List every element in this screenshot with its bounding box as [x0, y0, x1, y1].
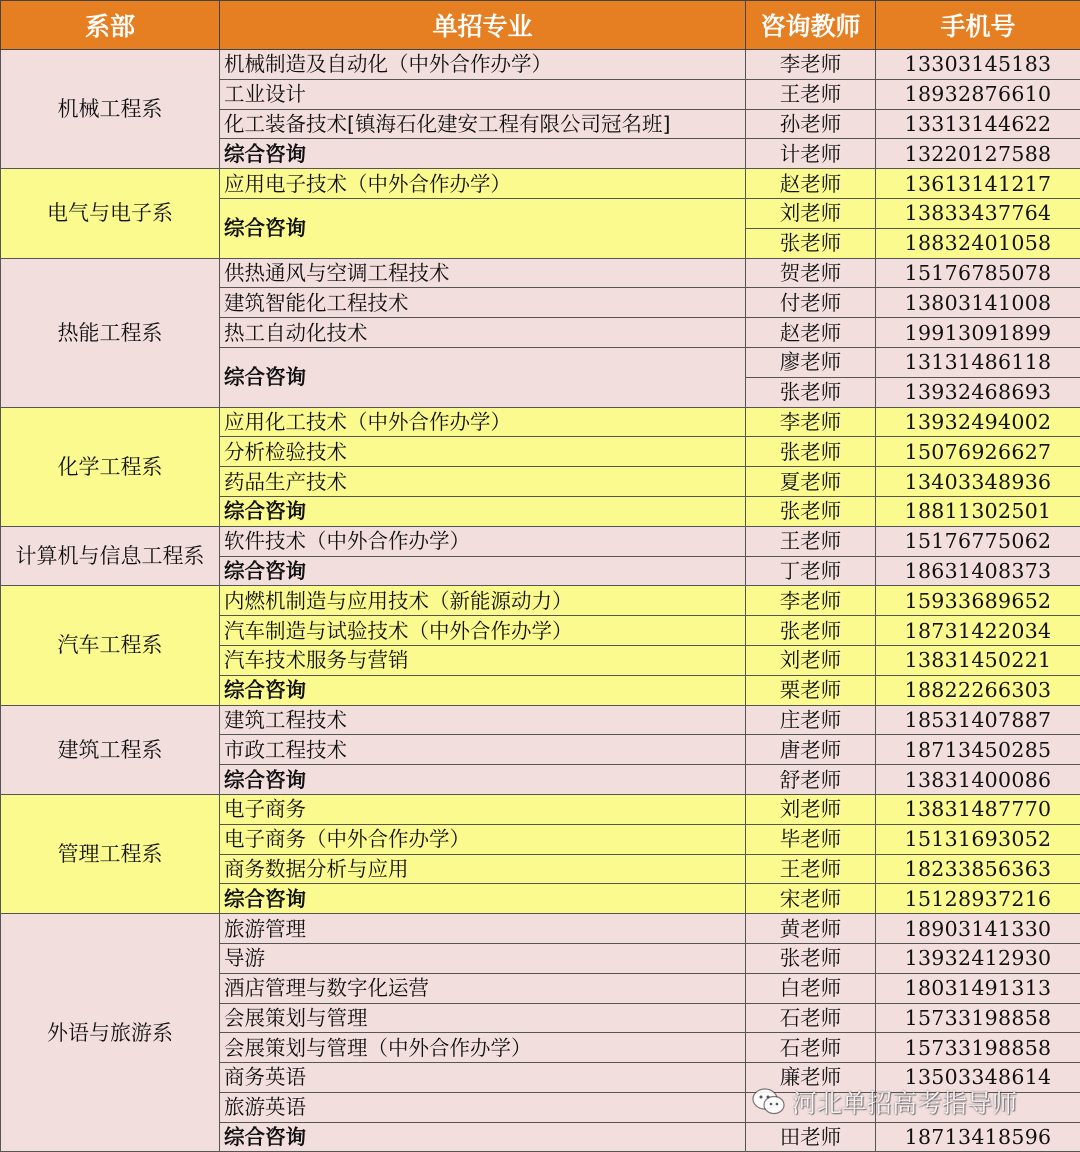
table-row — [1, 407, 1080, 437]
major-cell: 综合咨询 — [220, 765, 746, 795]
major-cell: 药品生产技术 — [220, 467, 746, 497]
header-row — [1, 1, 1080, 50]
table-row — [1, 794, 1080, 824]
phone-cell: 15131693052 — [876, 824, 1080, 854]
phone-cell: 18713450285 — [876, 735, 1080, 765]
major-cell: 综合咨询 — [220, 139, 746, 169]
major-cell: 导游 — [220, 943, 746, 973]
dept-cell: 外语与旅游系 — [1, 914, 220, 1152]
phone-cell: 18631408373 — [876, 556, 1080, 586]
phone-cell: 18932876610 — [876, 79, 1080, 109]
phone-cell: 13831487770 — [876, 794, 1080, 824]
dept-cell: 化学工程系 — [1, 407, 220, 526]
teacher-cell: 庄老师 — [746, 705, 876, 735]
table-row — [1, 526, 1080, 556]
phone-cell: 18811302501 — [876, 496, 1080, 526]
teacher-cell: 田老师 — [746, 1122, 876, 1152]
teacher-cell: 李老师 — [746, 50, 876, 80]
phone-cell: 13303145183 — [876, 50, 1080, 80]
phone-cell: 18031491313 — [876, 973, 1080, 1003]
phone-cell: 18233856363 — [876, 854, 1080, 884]
major-cell: 化工装备技术[镇海石化建安工程有限公司冠名班] — [220, 109, 746, 139]
major-cell: 供热通风与空调工程技术 — [220, 258, 746, 288]
major-cell: 综合咨询 — [220, 675, 746, 705]
dept-cell: 汽车工程系 — [1, 586, 220, 705]
teacher-cell: 张老师 — [746, 228, 876, 258]
phone-cell: 13932494002 — [876, 407, 1080, 437]
teacher-cell: 刘老师 — [746, 794, 876, 824]
major-cell: 会展策划与管理 — [220, 1003, 746, 1033]
phone-cell: 13833437764 — [876, 198, 1080, 228]
phone-cell: 15733198858 — [876, 1003, 1080, 1033]
teacher-cell: 张老师 — [746, 616, 876, 646]
major-cell: 应用电子技术（中外合作办学） — [220, 169, 746, 199]
teacher-cell: 李老师 — [746, 407, 876, 437]
major-cell: 综合咨询 — [220, 347, 746, 407]
phone-cell: 13131486118 — [876, 347, 1080, 377]
phone-cell: 18832401058 — [876, 228, 1080, 258]
teacher-cell: 毕老师 — [746, 824, 876, 854]
phone-cell: 13831400086 — [876, 765, 1080, 795]
phone-cell: 18713418596 — [876, 1122, 1080, 1152]
phone-cell: 13803141008 — [876, 288, 1080, 318]
phone-cell: 15128937216 — [876, 884, 1080, 914]
phone-cell: 15176785078 — [876, 258, 1080, 288]
teacher-cell: 舒老师 — [746, 765, 876, 795]
major-cell: 应用化工技术（中外合作办学） — [220, 407, 746, 437]
watermark-text: 河北单招高考指导师 — [792, 1089, 1018, 1118]
header-phone: 手机号 — [876, 1, 1080, 50]
dept-cell: 管理工程系 — [1, 794, 220, 913]
teacher-cell: 王老师 — [746, 854, 876, 884]
dept-cell: 机械工程系 — [1, 50, 220, 169]
teacher-cell: 王老师 — [746, 526, 876, 556]
header-dept: 系部 — [1, 1, 220, 50]
phone-cell: 18731422034 — [876, 616, 1080, 646]
teacher-cell: 计老师 — [746, 139, 876, 169]
table-row — [1, 258, 1080, 288]
teacher-cell: 贺老师 — [746, 258, 876, 288]
teacher-cell: 张老师 — [746, 496, 876, 526]
major-cell: 软件技术（中外合作办学） — [220, 526, 746, 556]
major-cell: 旅游管理 — [220, 914, 746, 944]
teacher-cell: 石老师 — [746, 1003, 876, 1033]
table-row — [1, 914, 1080, 944]
dept-cell: 电气与电子系 — [1, 169, 220, 258]
phone-cell: 13613141217 — [876, 169, 1080, 199]
phone-cell: 15076926627 — [876, 437, 1080, 467]
major-cell: 综合咨询 — [220, 556, 746, 586]
teacher-cell: 栗老师 — [746, 675, 876, 705]
major-cell: 汽车技术服务与营销 — [220, 645, 746, 675]
phone-cell: 19913091899 — [876, 318, 1080, 348]
major-cell: 分析检验技术 — [220, 437, 746, 467]
dept-cell: 热能工程系 — [1, 258, 220, 407]
teacher-cell: 石老师 — [746, 1033, 876, 1063]
phone-cell: 15733198858 — [876, 1033, 1080, 1063]
dept-cell: 计算机与信息工程系 — [1, 526, 220, 586]
phone-cell: 13503348614 — [876, 1063, 1080, 1093]
major-cell: 工业设计 — [220, 79, 746, 109]
major-cell: 内燃机制造与应用技术（新能源动力） — [220, 586, 746, 616]
major-cell: 建筑智能化工程技术 — [220, 288, 746, 318]
teacher-cell: 付老师 — [746, 288, 876, 318]
teacher-cell: 刘老师 — [746, 645, 876, 675]
major-cell: 市政工程技术 — [220, 735, 746, 765]
teacher-cell: 夏老师 — [746, 467, 876, 497]
teacher-cell: 丁老师 — [746, 556, 876, 586]
header-major: 单招专业 — [220, 1, 746, 50]
teacher-cell: 赵老师 — [746, 318, 876, 348]
table-body — [1, 50, 1080, 1152]
teacher-cell: 张老师 — [746, 437, 876, 467]
phone-cell: 18903141330 — [876, 914, 1080, 944]
phone-cell: 13220127588 — [876, 139, 1080, 169]
table-row — [1, 586, 1080, 616]
teacher-cell: 廉老师 — [746, 1063, 876, 1093]
teacher-cell: 张老师 — [746, 943, 876, 973]
table-row — [1, 705, 1080, 735]
major-cell: 热工自动化技术 — [220, 318, 746, 348]
major-cell: 电子商务（中外合作办学） — [220, 824, 746, 854]
major-cell: 综合咨询 — [220, 496, 746, 526]
major-cell: 建筑工程技术 — [220, 705, 746, 735]
dept-cell: 建筑工程系 — [1, 705, 220, 794]
major-cell: 商务数据分析与应用 — [220, 854, 746, 884]
major-cell: 机械制造及自动化（中外合作办学） — [220, 50, 746, 80]
table-row — [1, 169, 1080, 199]
major-cell: 综合咨询 — [220, 198, 746, 258]
major-cell: 旅游英语 — [220, 1092, 746, 1122]
phone-cell: 13932468693 — [876, 377, 1080, 407]
teacher-cell: 唐老师 — [746, 735, 876, 765]
phone-cell: 13831450221 — [876, 645, 1080, 675]
teacher-cell: 白老师 — [746, 973, 876, 1003]
teacher-cell: 赵老师 — [746, 169, 876, 199]
teacher-cell: 王老师 — [746, 79, 876, 109]
major-cell: 电子商务 — [220, 794, 746, 824]
teacher-cell: 孙老师 — [746, 109, 876, 139]
teacher-cell — [746, 1092, 876, 1122]
major-cell: 综合咨询 — [220, 1122, 746, 1152]
phone-cell: 13403348936 — [876, 467, 1080, 497]
teacher-cell: 刘老师 — [746, 198, 876, 228]
major-cell: 会展策划与管理（中外合作办学） — [220, 1033, 746, 1063]
phone-cell: 15176775062 — [876, 526, 1080, 556]
header-teacher: 咨询教师 — [746, 1, 876, 50]
teacher-cell: 黄老师 — [746, 914, 876, 944]
phone-cell: 15933689652 — [876, 586, 1080, 616]
phone-cell: 13313144622 — [876, 109, 1080, 139]
teacher-cell: 李老师 — [746, 586, 876, 616]
phone-cell: 18822266303 — [876, 675, 1080, 705]
phone-cell: 18531407887 — [876, 705, 1080, 735]
teacher-cell: 张老师 — [746, 377, 876, 407]
teacher-cell: 宋老师 — [746, 884, 876, 914]
major-cell: 酒店管理与数字化运营 — [220, 973, 746, 1003]
teacher-cell: 廖老师 — [746, 347, 876, 377]
phone-cell: 13932412930 — [876, 943, 1080, 973]
phone-cell — [876, 1092, 1080, 1122]
table-row — [1, 50, 1080, 80]
major-cell: 汽车制造与试验技术（中外合作办学） — [220, 616, 746, 646]
major-cell: 商务英语 — [220, 1063, 746, 1093]
major-cell: 综合咨询 — [220, 884, 746, 914]
